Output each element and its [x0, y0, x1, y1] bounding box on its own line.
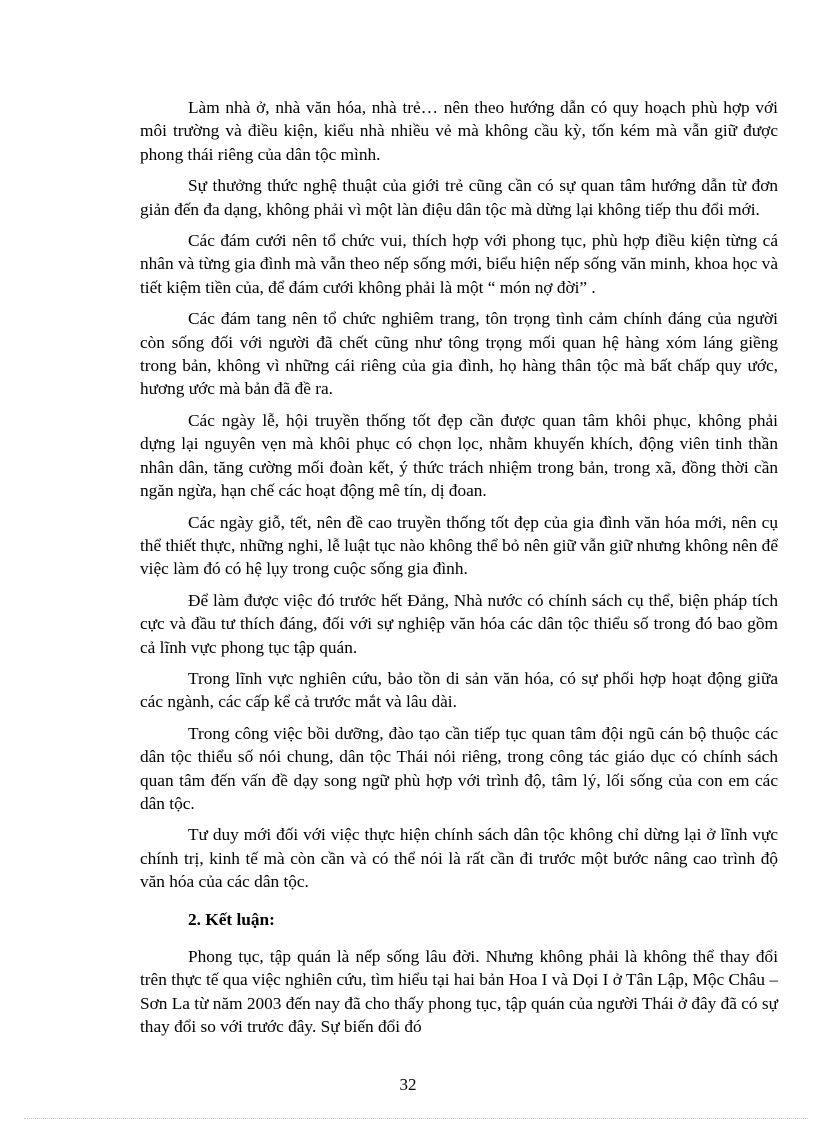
paragraph-arts-appreciation: Sự thưởng thức nghệ thuật của giới trẻ cũng cần có sự quan tâm hướng dẫn từ đơn giản đến đa dạng, không phải vì một làn điệu dân tộc mà dừng lại không tiếp thu đổi mới.	[140, 176, 778, 219]
page-body	[140, 96, 778, 1047]
paragraph-research: Trong lĩnh vực nghiên cứu, bảo tồn di sản văn hóa, có sự phối hợp hoạt động giữa các ngành, các cấp kể cả trước mắt và lâu dài.	[140, 668, 778, 712]
section-heading-conclusion: 2. Kết luận:	[188, 909, 275, 929]
paragraph-new-thinking: Tư duy mới đối với việc thực hiện chính sách dân tộc không chỉ dừng lại ở lĩnh vực chính trị, kinh tế mà còn cần và có thể nói là rất cần đi trước một bước nâng cao trình độ văn hóa của các dân tộc.	[140, 825, 778, 892]
paragraph-weddings: Các đám cưới nên tổ chức vui, thích hợp với phong tục, phù hợp điều kiện từng cá nhân và từng gia đình mà vẫn theo nếp sống mới, biểu hiện nếp sống văn minh, khoa học và tiết kiệm tiền của, để đám cưới không phải là một “ món nợ đời” .	[140, 231, 778, 297]
paragraph-policy: Để làm được việc đó trước hết Đảng, Nhà nước có chính sách cụ thể, biện pháp tích cực và đầu tư thích đáng, đối với sự nghiệp văn hóa các dân tộc thiểu số trong đó bao gồm cả lĩnh vực phong tục tập quán.	[140, 590, 778, 657]
paragraph-anniversaries: Các ngày giỗ, tết, nên đề cao truyền thống tốt đẹp của gia đình văn hóa mới, nên cụ thể thiết thực, những nghi, lễ luật tục nào không thể bỏ nên giữ vẫn giữ nhưng không nên để việc làm đó có hệ lụy trong cuộc sống gia đình.	[140, 512, 778, 579]
page-number: 32	[399, 1075, 417, 1094]
paragraph-conclusion: Phong tục, tập quán là nếp sống lâu đời. Nhưng không phải là không thể thay đổi trên thực tế qua việc nghiên cứu, tìm hiểu tại hai bản Hoa I và Dọi I ở Tân Lập, Mộc Châu – Sơn La từ năm 2003 đến nay đã cho thấy phong tục, tập quán của người Thái ở đây đã có sự thay đổi so với trước đây. Sự biến đổi đó	[140, 947, 778, 1037]
paragraph-training: Trong công việc bồi dưỡng, đào tạo cần tiếp tục quan tâm đội ngũ cán bộ thuộc các dân tộc thiểu số nói chung, dân tộc Thái nói riêng, trong công tác giáo dục có chính sách quan tâm đến vấn đề dạy song ngữ phù hợp với trình độ, tâm lý, lối sống của con em các dân tộc.	[140, 723, 778, 813]
paragraph-funerals: Các đám tang nên tổ chức nghiêm trang, tôn trọng tình cảm chính đáng của người còn sống đối với người đã chết cũng như tông trọng mối quan hệ hàng xóm láng giềng trong bản, không vì những cái riêng của gia đình, họ hàng thân tộc mà bất chấp quy ước, hương ước mà bản đã đề ra.	[140, 309, 778, 399]
paragraph-housing: Làm nhà ở, nhà văn hóa, nhà trẻ… nên theo hướng dẫn có quy hoạch phù hợp với môi trường và điều kiện, kiểu nhà nhiều vẻ mà không cầu kỳ, tốn kém mà vẫn giữ được phong thái riêng của dân tộc mình.	[140, 98, 778, 164]
paragraph-festivals: Các ngày lễ, hội truyền thống tốt đẹp cần được quan tâm khôi phục, không phải dựng lại nguyên vẹn mà khôi phục có chọn lọc, nhằm khuyến khích, động viên tinh thần nhân dân, tăng cường mối đoàn kết, ý thức trách nhiệm trong bản, trong xã, đồng thời cần ngăn ngừa, hạn chế các hoạt động mê tín, dị đoan.	[140, 410, 778, 501]
page-bottom-divider	[24, 1118, 808, 1119]
